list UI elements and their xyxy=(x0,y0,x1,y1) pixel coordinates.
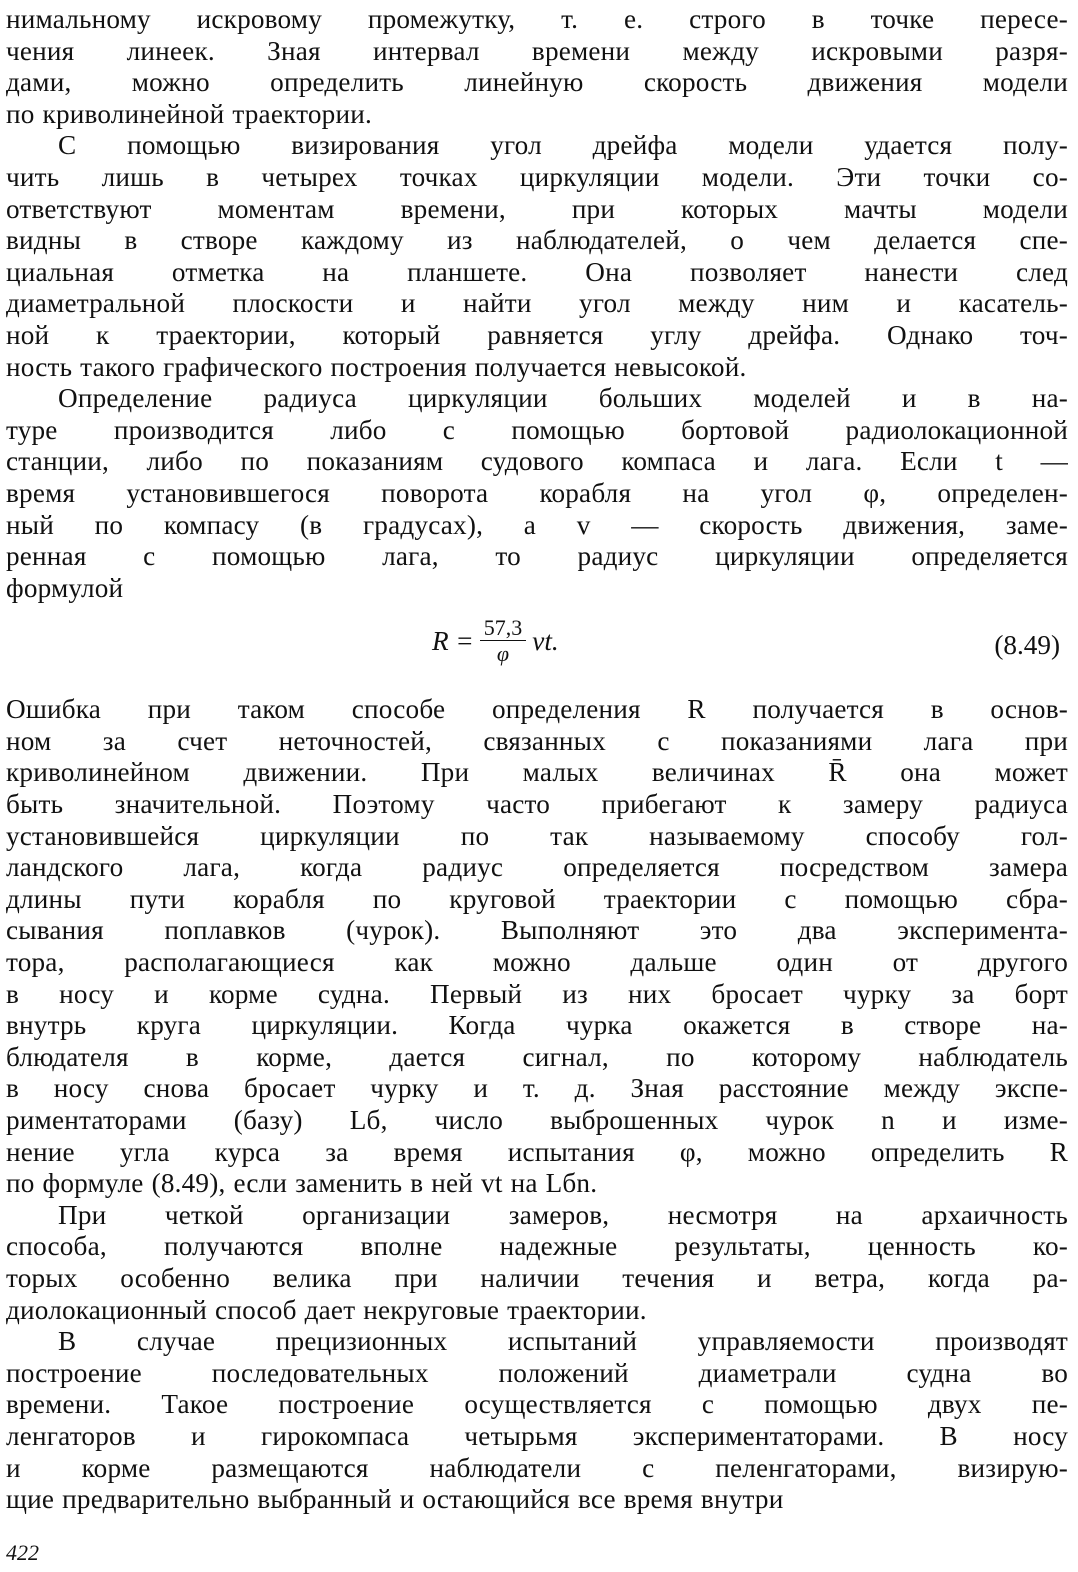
text-line: В случае прецизионных испытаний управляемости производят xyxy=(58,1326,1068,1357)
text-line: циальная отметка на планшете. Она позволяет нанести след xyxy=(6,256,1068,287)
text-line: щие предварительно выбранный и остающийся все время внутри xyxy=(6,1484,784,1515)
text-block-before-formula xyxy=(6,4,1068,604)
text-line: формулой xyxy=(6,572,124,603)
text-line: ность такого графического построения получается невысокой. xyxy=(6,351,747,382)
formula-lhs: R = xyxy=(432,626,474,657)
text-line: ный по компасу (в градусах), а v — скорость движения, заме- xyxy=(6,509,1068,540)
formula-fraction xyxy=(480,616,527,667)
text-line: чения линеек. Зная интервал времени между искровыми разря- xyxy=(6,35,1068,66)
text-line: ренная с помощью лага, то радиус циркуляции определяется xyxy=(6,541,1068,572)
text-line: блюдателя в корме, дается сигнал, по которому наблюдатель xyxy=(6,1041,1068,1072)
formula-8-49 xyxy=(432,616,559,667)
text-line: времени. Такое построение осуществляется с помощью двух пе- xyxy=(6,1389,1068,1420)
text-line: нимальному искровому промежутку, т. е. строго в точке пересе- xyxy=(6,4,1068,34)
text-line: длины пути корабля по круговой траектории с помощью сбра- xyxy=(6,883,1068,914)
text-line: ленгаторов и гирокомпаса четырьмя экспериментаторами. В носу xyxy=(6,1420,1068,1451)
text-block-after-formula xyxy=(6,694,1068,1515)
page-body xyxy=(6,4,1068,1516)
page-number: 422 xyxy=(6,1540,39,1565)
text-line: При четкой организации замеров, несмотря на архаичность xyxy=(58,1199,1068,1230)
text-line: туре производится либо с помощью бортовой радиолокационной xyxy=(6,414,1068,445)
text-line: по формуле (8.49), если заменить в ней vt на Lбn. xyxy=(6,1168,598,1199)
paragraph xyxy=(6,1200,1068,1326)
text-line: внутрь круга циркуляции. Когда чурка окажется в створе на- xyxy=(6,1010,1068,1041)
text-line: риментаторами (базу) Lб, число выброшенных чурок n и изме- xyxy=(6,1105,1068,1135)
text-line: Определение радиуса циркуляции больших моделей и в на- xyxy=(58,383,1068,414)
text-line: ном за счет неточностей, связанных с показаниями лага при xyxy=(6,725,1068,756)
paragraph xyxy=(6,130,1068,383)
text-line: способа, получаются вполне надежные результаты, ценность ко- xyxy=(6,1231,1068,1262)
formula-numerator: 57,3 xyxy=(480,616,527,641)
formula-row xyxy=(6,616,1068,686)
equation-number: (8.49) xyxy=(994,630,1060,661)
text-line: по криволинейной траектории. xyxy=(6,98,372,129)
paragraph xyxy=(6,383,1068,604)
text-line: время установившегося поворота корабля на угол φ, определен- xyxy=(6,477,1068,508)
text-line: дами, можно определить линейную скорость движения модели xyxy=(6,67,1068,98)
text-line: диолокационный способ дает некруговые траектории. xyxy=(6,1294,647,1325)
text-line: быть значительной. Поэтому часто прибегают к замеру радиуса xyxy=(6,789,1068,820)
text-line: сывания поплавков (чурок). Выполняют это два эксперимента- xyxy=(6,915,1068,946)
text-line: и корме размещаются наблюдатели с пеленгаторами, визирую- xyxy=(6,1452,1068,1483)
text-line: Ошибка при таком способе определения R получается в основ- xyxy=(6,694,1068,725)
formula-tail: vt. xyxy=(532,626,559,657)
text-line: построение последовательных положений диаметрали судна во xyxy=(6,1357,1068,1388)
text-line: чить лишь в четырех точках циркуляции модели. Эти точки со- xyxy=(6,161,1068,192)
text-line: в носу и корме судна. Первый из них бросает чурку за борт xyxy=(6,978,1068,1009)
text-line: криволинейном движении. При малых величинах R̄ она может xyxy=(6,757,1068,788)
text-line: в носу снова бросает чурку и т. д. Зная расстояние между экспе- xyxy=(6,1073,1068,1104)
paragraph xyxy=(6,1326,1068,1516)
paragraph xyxy=(6,4,1068,130)
text-line: тора, располагающиеся как можно дальше один от другого xyxy=(6,947,1068,978)
text-line: видны в створе каждому из наблюдателей, о чем делается спе- xyxy=(6,225,1068,256)
paragraph xyxy=(6,694,1068,1200)
text-line: ответствуют моментам времени, при которых мачты модели xyxy=(6,193,1068,224)
text-line: установившейся циркуляции по так называемому способу гол- xyxy=(6,820,1068,851)
text-line: С помощью визирования угол дрейфа модели удается полу- xyxy=(58,130,1068,161)
text-line: станции, либо по показаниям судового компаса и лага. Если t — xyxy=(6,446,1068,477)
text-line: нение угла курса за время испытания φ, можно определить R xyxy=(6,1136,1068,1167)
text-line: диаметральной плоскости и найти угол между ним и касатель- xyxy=(6,288,1068,319)
text-line: ландского лага, когда радиус определяется посредством замера xyxy=(6,852,1068,883)
text-line: торых особенно велика при наличии течения и ветра, когда ра- xyxy=(6,1262,1068,1293)
formula-denominator: φ xyxy=(496,641,510,667)
text-line: ной к траектории, который равняется углу дрейфа. Однако точ- xyxy=(6,319,1068,350)
